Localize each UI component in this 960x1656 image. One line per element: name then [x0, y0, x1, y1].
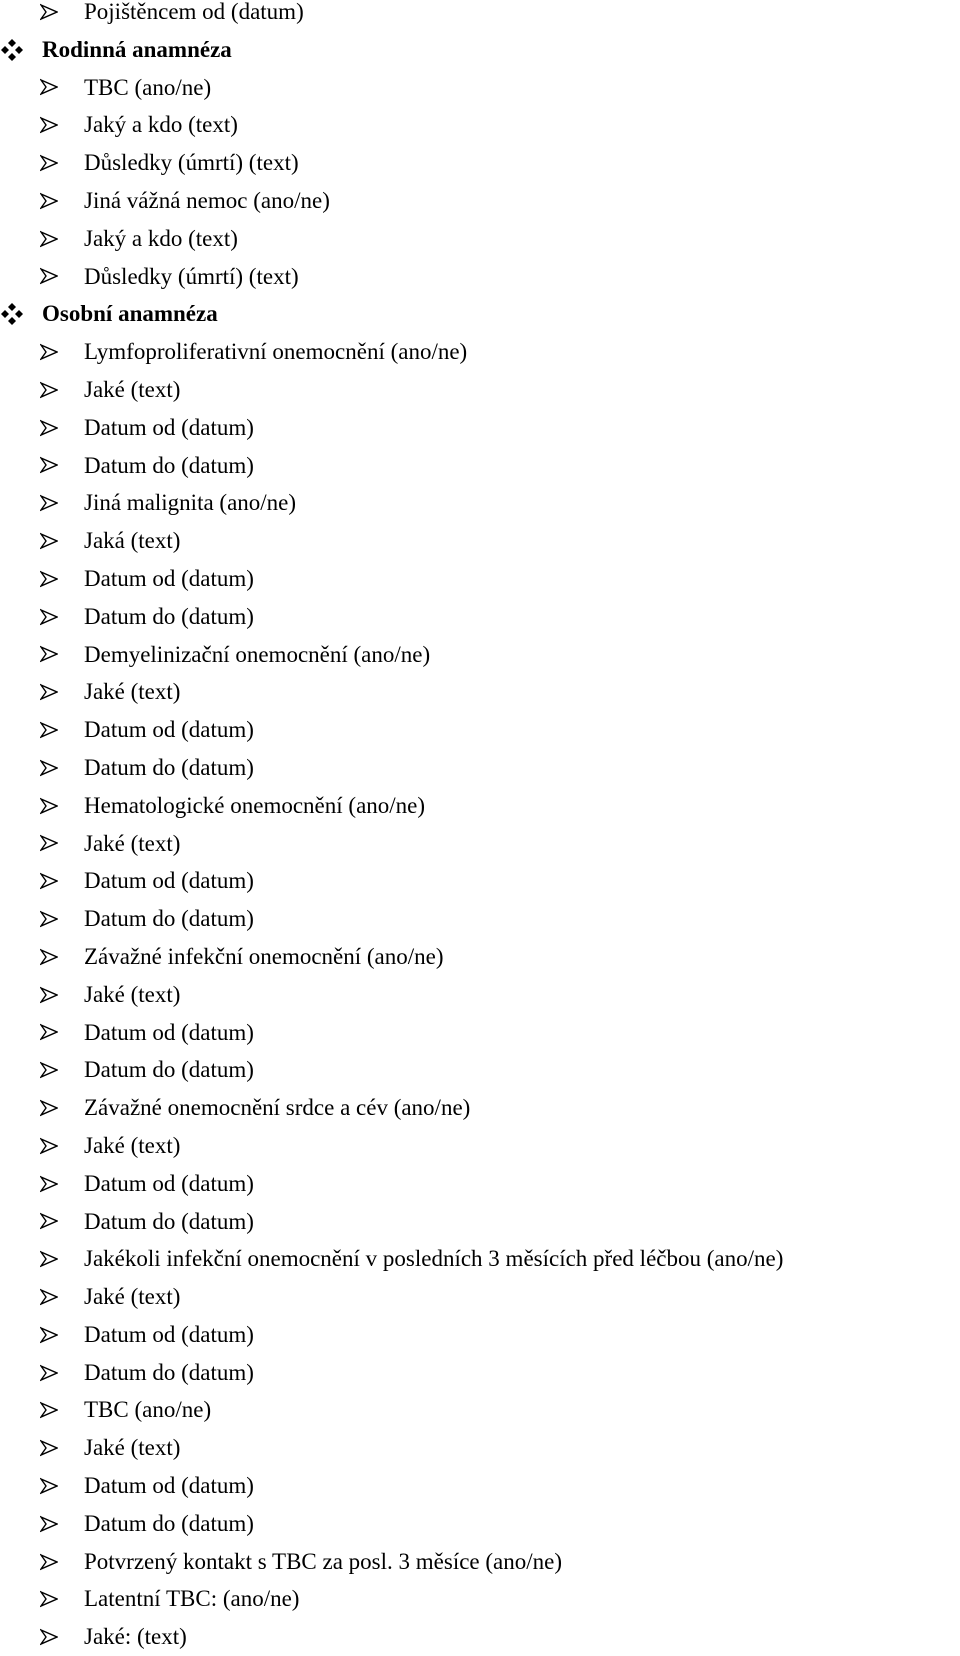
list-item-text: Důsledky (úmrtí) (text) — [84, 150, 299, 176]
list-item-text: Datum do (datum) — [84, 1510, 254, 1536]
arrow-bullet-icon — [40, 258, 64, 296]
list-item-text: Jakékoli infekční onemocnění v posledních 3 měsících před léčbou (ano/ne) — [84, 1246, 784, 1272]
list-item-text: Datum do (datum) — [84, 754, 254, 780]
list-item — [0, 371, 960, 409]
section-heading-text: Rodinná anamnéza — [42, 36, 232, 62]
list-item — [0, 1165, 960, 1203]
list-item — [0, 1467, 960, 1505]
list-item — [0, 1618, 960, 1656]
list-item — [0, 787, 960, 825]
list-item — [0, 938, 960, 976]
arrow-bullet-icon — [40, 938, 64, 976]
list-item-text: Datum od (datum) — [84, 868, 254, 894]
list-item — [0, 749, 960, 787]
arrow-bullet-icon — [40, 106, 64, 144]
arrow-bullet-icon — [40, 1165, 64, 1203]
list-item-text: TBC (ano/ne) — [84, 1397, 212, 1423]
arrow-bullet-icon — [40, 787, 64, 825]
list-item — [0, 1505, 960, 1543]
arrow-bullet-icon — [40, 0, 64, 31]
arrow-bullet-icon — [40, 900, 64, 938]
list-item — [0, 258, 960, 296]
arrow-bullet-icon — [40, 1505, 64, 1543]
list-item — [0, 182, 960, 220]
list-item — [0, 1316, 960, 1354]
list-item-text: Důsledky (úmrtí) (text) — [84, 263, 299, 289]
arrow-bullet-icon — [40, 1316, 64, 1354]
list-item — [0, 69, 960, 107]
list-item — [0, 484, 960, 522]
list-item-text: Datum do (datum) — [84, 1057, 254, 1083]
list-item-text: Závažné infekční onemocnění (ano/ne) — [84, 943, 444, 969]
list-item — [0, 560, 960, 598]
list-item-text: Jaké (text) — [84, 1435, 181, 1461]
arrow-bullet-icon — [40, 673, 64, 711]
arrow-bullet-icon — [40, 825, 64, 863]
list-item — [0, 0, 960, 31]
arrow-bullet-icon — [40, 333, 64, 371]
list-item-text: Datum do (datum) — [84, 1359, 254, 1385]
arrow-bullet-icon — [40, 1127, 64, 1165]
list-item — [0, 598, 960, 636]
list-item — [0, 1089, 960, 1127]
list-item-text: TBC (ano/ne) — [84, 74, 212, 100]
list-item-text: Jiná malignita (ano/ne) — [84, 490, 297, 516]
arrow-bullet-icon — [40, 1618, 64, 1656]
list-item-text: Závažné onemocnění srdce a cév (ano/ne) — [84, 1095, 471, 1121]
list-item-text: Datum od (datum) — [84, 717, 254, 743]
list-item-text: Jaký a kdo (text) — [84, 225, 238, 251]
arrow-bullet-icon — [40, 371, 64, 409]
list-item-text: Datum do (datum) — [84, 603, 254, 629]
arrow-bullet-icon — [40, 69, 64, 107]
list-item-text: Jaký a kdo (text) — [84, 112, 238, 138]
list-item-text: Datum do (datum) — [84, 906, 254, 932]
list-item-text: Jaké (text) — [84, 679, 181, 705]
arrow-bullet-icon — [40, 636, 64, 674]
list-item-text: Datum do (datum) — [84, 452, 254, 478]
list-item — [0, 1240, 960, 1278]
list-item-text: Datum od (datum) — [84, 1170, 254, 1196]
arrow-bullet-icon — [40, 1354, 64, 1392]
list-item-text: Jaké (text) — [84, 981, 181, 1007]
list-item — [0, 1051, 960, 1089]
diamond-bullet-icon — [0, 295, 30, 333]
diamond-bullet-icon — [0, 31, 30, 69]
list-item — [0, 976, 960, 1014]
arrow-bullet-icon — [40, 447, 64, 485]
arrow-bullet-icon — [40, 976, 64, 1014]
list-item — [0, 409, 960, 447]
list-item — [0, 636, 960, 674]
arrow-bullet-icon — [40, 1543, 64, 1581]
list-item-text: Latentní TBC: (ano/ne) — [84, 1586, 300, 1612]
arrow-bullet-icon — [40, 522, 64, 560]
arrow-bullet-icon — [40, 1051, 64, 1089]
arrow-bullet-icon — [40, 711, 64, 749]
list-item-text: Jaké: (text) — [84, 1624, 187, 1650]
list-item-text: Jaká (text) — [84, 528, 181, 554]
list-item — [0, 1014, 960, 1052]
list-item — [0, 447, 960, 485]
list-item-text: Jaké (text) — [84, 1132, 181, 1158]
list-item — [0, 1580, 960, 1618]
arrow-bullet-icon — [40, 1089, 64, 1127]
list-item-text: Datum do (datum) — [84, 1208, 254, 1234]
list-item — [0, 1543, 960, 1581]
arrow-bullet-icon — [40, 409, 64, 447]
list-item-text: Jaké (text) — [84, 376, 181, 402]
list-item-text: Datum od (datum) — [84, 1473, 254, 1499]
list-item-text: Lymfoproliferativní onemocnění (ano/ne) — [84, 339, 468, 365]
arrow-bullet-icon — [40, 1580, 64, 1618]
arrow-bullet-icon — [40, 1278, 64, 1316]
list-item — [0, 144, 960, 182]
arrow-bullet-icon — [40, 144, 64, 182]
list-item-text: Hematologické onemocnění (ano/ne) — [84, 792, 426, 818]
list-item — [0, 1127, 960, 1165]
list-item — [0, 825, 960, 863]
arrow-bullet-icon — [40, 220, 64, 258]
list-item — [0, 220, 960, 258]
list-item-text: Jiná vážná nemoc (ano/ne) — [84, 187, 330, 213]
list-item — [0, 1278, 960, 1316]
arrow-bullet-icon — [40, 1240, 64, 1278]
arrow-bullet-icon — [40, 560, 64, 598]
list-item-text: Potvrzený kontakt s TBC za posl. 3 měsíce (ano/ne) — [84, 1548, 563, 1574]
list-item-text: Demyelinizační onemocnění (ano/ne) — [84, 641, 431, 667]
section-heading — [0, 31, 960, 69]
list-item — [0, 1203, 960, 1241]
list-item — [0, 333, 960, 371]
list-item — [0, 1354, 960, 1392]
list-item-text: Datum od (datum) — [84, 1321, 254, 1347]
list-item — [0, 673, 960, 711]
list-item-text: Datum od (datum) — [84, 1019, 254, 1045]
list-item-text: Pojištěncem od (datum) — [84, 0, 304, 24]
arrow-bullet-icon — [40, 182, 64, 220]
arrow-bullet-icon — [40, 1203, 64, 1241]
section-heading — [0, 295, 960, 333]
list-item — [0, 711, 960, 749]
arrow-bullet-icon — [40, 598, 64, 636]
list-item-text: Jaké (text) — [84, 1284, 181, 1310]
list-item-text: Datum od (datum) — [84, 565, 254, 591]
arrow-bullet-icon — [40, 1467, 64, 1505]
list-item — [0, 522, 960, 560]
arrow-bullet-icon — [40, 862, 64, 900]
arrow-bullet-icon — [40, 1429, 64, 1467]
list-item-text: Datum od (datum) — [84, 414, 254, 440]
section-heading-text: Osobní anamnéza — [42, 301, 218, 327]
arrow-bullet-icon — [40, 1014, 64, 1052]
arrow-bullet-icon — [40, 749, 64, 787]
arrow-bullet-icon — [40, 484, 64, 522]
list-item — [0, 1429, 960, 1467]
list-item — [0, 106, 960, 144]
list-item — [0, 900, 960, 938]
list-item — [0, 1391, 960, 1429]
list-item — [0, 862, 960, 900]
arrow-bullet-icon — [40, 1391, 64, 1429]
list-item-text: Jaké (text) — [84, 830, 181, 856]
